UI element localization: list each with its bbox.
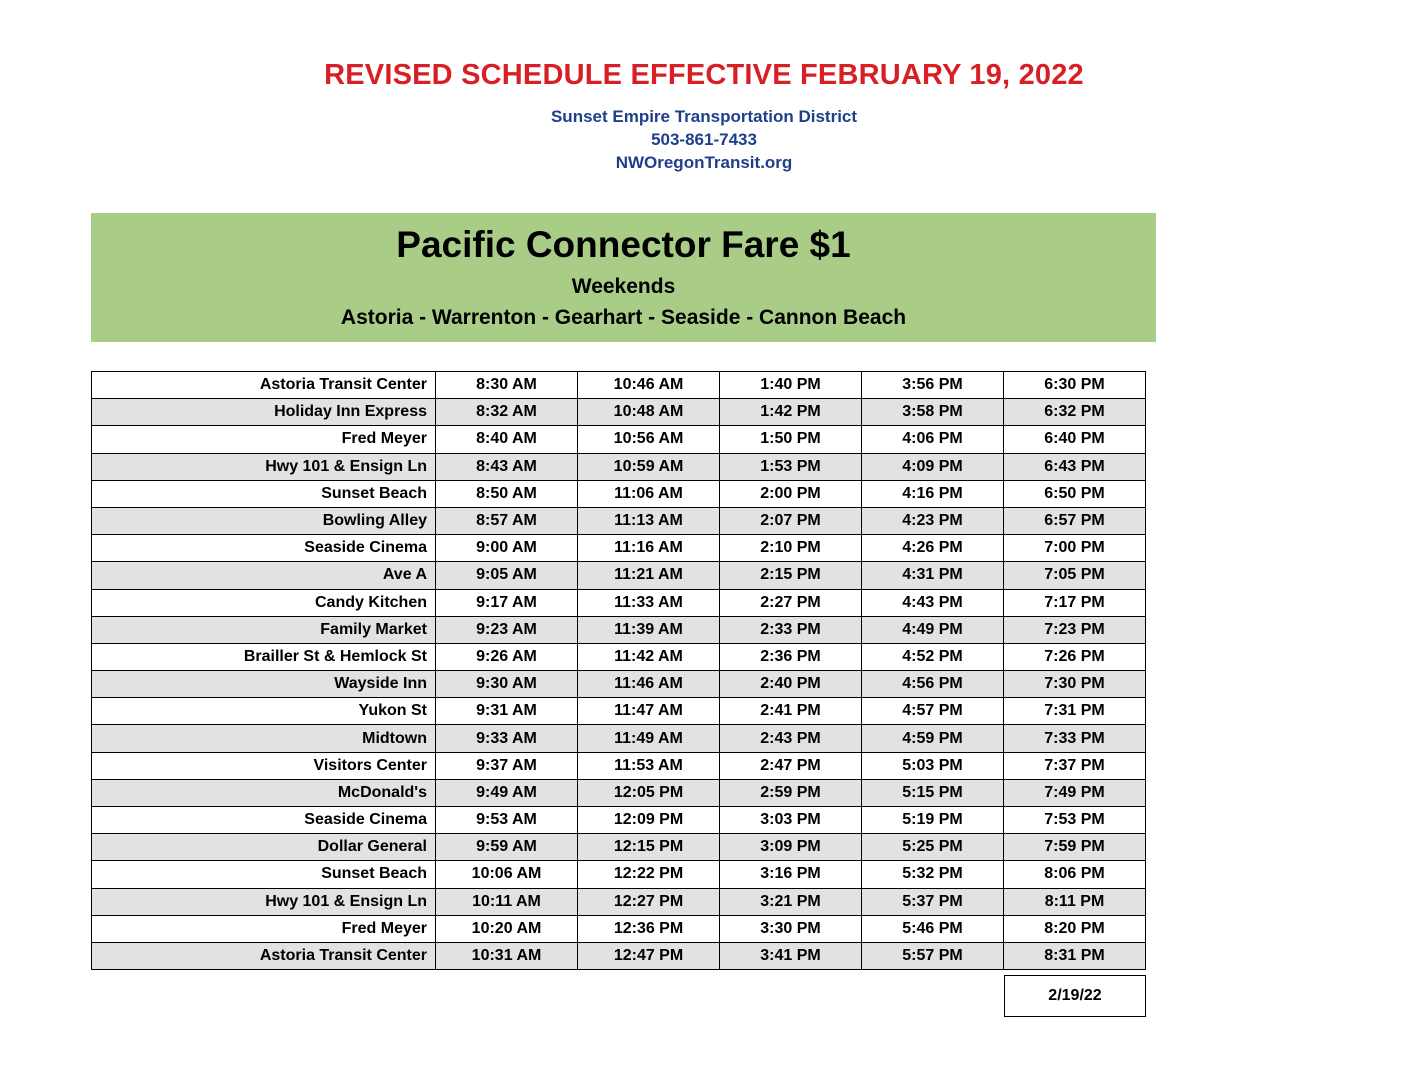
trip-time: 7:53 PM — [1004, 807, 1146, 834]
trip-time: 7:05 PM — [1004, 562, 1146, 589]
table-row — [92, 807, 1146, 834]
trip-time: 9:33 AM — [436, 725, 578, 752]
table-row — [92, 372, 1146, 399]
trip-time: 3:16 PM — [720, 861, 862, 888]
trip-time: 10:20 AM — [436, 915, 578, 942]
stop-name: Sunset Beach — [92, 861, 436, 888]
agency-website: NWOregonTransit.org — [615, 152, 793, 172]
trip-time: 4:49 PM — [862, 616, 1004, 643]
trip-time: 9:17 AM — [436, 589, 578, 616]
trip-time: 6:50 PM — [1004, 480, 1146, 507]
trip-time: 4:57 PM — [862, 698, 1004, 725]
trip-time: 4:56 PM — [862, 671, 1004, 698]
trip-time: 7:33 PM — [1004, 725, 1146, 752]
route-title: Pacific Connector Fare $1 — [396, 223, 851, 265]
trip-time: 10:31 AM — [436, 942, 578, 969]
trip-time: 8:30 AM — [436, 372, 578, 399]
trip-time: 8:11 PM — [1004, 888, 1146, 915]
trip-time: 4:52 PM — [862, 643, 1004, 670]
trip-time: 1:53 PM — [720, 453, 862, 480]
trip-time: 4:06 PM — [862, 426, 1004, 453]
trip-time: 5:57 PM — [862, 942, 1004, 969]
trip-time: 12:27 PM — [578, 888, 720, 915]
trip-time: 12:36 PM — [578, 915, 720, 942]
trip-time: 11:39 AM — [578, 616, 720, 643]
table-row — [92, 834, 1146, 861]
trip-time: 2:33 PM — [720, 616, 862, 643]
stop-name: Candy Kitchen — [92, 589, 436, 616]
document-header — [0, 0, 1408, 175]
trip-time: 2:41 PM — [720, 698, 862, 725]
trip-time: 4:09 PM — [862, 453, 1004, 480]
trip-time: 3:09 PM — [720, 834, 862, 861]
trip-time: 8:32 AM — [436, 399, 578, 426]
trip-time: 9:00 AM — [436, 535, 578, 562]
table-row — [92, 616, 1146, 643]
trip-time: 4:59 PM — [862, 725, 1004, 752]
trip-time: 11:21 AM — [578, 562, 720, 589]
stop-name: Holiday Inn Express — [92, 399, 436, 426]
stop-name: Family Market — [92, 616, 436, 643]
trip-time: 6:40 PM — [1004, 426, 1146, 453]
trip-time: 11:49 AM — [578, 725, 720, 752]
stop-name: Sunset Beach — [92, 480, 436, 507]
trip-time: 9:26 AM — [436, 643, 578, 670]
trip-time: 1:50 PM — [720, 426, 862, 453]
trip-time: 3:21 PM — [720, 888, 862, 915]
stop-name: Bowling Alley — [92, 507, 436, 534]
trip-time: 11:33 AM — [578, 589, 720, 616]
trip-time: 4:23 PM — [862, 507, 1004, 534]
stop-name: Midtown — [92, 725, 436, 752]
schedule-table-body — [92, 372, 1146, 970]
trip-time: 2:43 PM — [720, 725, 862, 752]
trip-time: 8:43 AM — [436, 453, 578, 480]
trip-time: 4:31 PM — [862, 562, 1004, 589]
table-row — [92, 698, 1146, 725]
trip-time: 9:23 AM — [436, 616, 578, 643]
trip-time: 5:32 PM — [862, 861, 1004, 888]
stop-name: McDonald's — [92, 779, 436, 806]
stop-name: Seaside Cinema — [92, 535, 436, 562]
trip-time: 9:59 AM — [436, 834, 578, 861]
stop-name: Ave A — [92, 562, 436, 589]
trip-time: 7:49 PM — [1004, 779, 1146, 806]
trip-time: 11:13 AM — [578, 507, 720, 534]
trip-time: 8:40 AM — [436, 426, 578, 453]
trip-time: 8:50 AM — [436, 480, 578, 507]
trip-time: 2:00 PM — [720, 480, 862, 507]
trip-time: 1:40 PM — [720, 372, 862, 399]
trip-time: 7:30 PM — [1004, 671, 1146, 698]
trip-time: 10:48 AM — [578, 399, 720, 426]
trip-time: 6:32 PM — [1004, 399, 1146, 426]
trip-time: 2:47 PM — [720, 752, 862, 779]
revised-schedule-title: REVISED SCHEDULE EFFECTIVE FEBRUARY 19, 2022 — [324, 59, 1084, 91]
stop-name: Fred Meyer — [92, 426, 436, 453]
trip-time: 5:37 PM — [862, 888, 1004, 915]
trip-time: 2:40 PM — [720, 671, 862, 698]
trip-time: 7:17 PM — [1004, 589, 1146, 616]
trip-time: 11:46 AM — [578, 671, 720, 698]
table-row — [92, 888, 1146, 915]
table-row — [92, 426, 1146, 453]
trip-time: 11:42 AM — [578, 643, 720, 670]
trip-time: 12:05 PM — [578, 779, 720, 806]
trip-time: 7:31 PM — [1004, 698, 1146, 725]
trip-time: 11:06 AM — [578, 480, 720, 507]
revision-date-box — [1004, 975, 1146, 1017]
trip-time: 2:27 PM — [720, 589, 862, 616]
trip-time: 5:03 PM — [862, 752, 1004, 779]
agency-name: Sunset Empire Transportation District — [550, 106, 858, 126]
table-row — [92, 942, 1146, 969]
table-row — [92, 915, 1146, 942]
trip-time: 10:11 AM — [436, 888, 578, 915]
route-banner — [91, 213, 1156, 342]
trip-time: 8:57 AM — [436, 507, 578, 534]
trip-time: 7:37 PM — [1004, 752, 1146, 779]
service-days: Weekends — [571, 274, 676, 298]
trip-time: 3:56 PM — [862, 372, 1004, 399]
trip-time: 10:06 AM — [436, 861, 578, 888]
stop-name: Astoria Transit Center — [92, 372, 436, 399]
trip-time: 10:59 AM — [578, 453, 720, 480]
trip-time: 9:37 AM — [436, 752, 578, 779]
trip-time: 9:53 AM — [436, 807, 578, 834]
table-row — [92, 589, 1146, 616]
revision-date: 2/19/22 — [1048, 987, 1102, 1004]
trip-time: 12:15 PM — [578, 834, 720, 861]
trip-time: 5:15 PM — [862, 779, 1004, 806]
stop-name: Fred Meyer — [92, 915, 436, 942]
trip-time: 6:30 PM — [1004, 372, 1146, 399]
trip-time: 12:47 PM — [578, 942, 720, 969]
stop-name: Yukon St — [92, 698, 436, 725]
stop-name: Brailler St & Hemlock St — [92, 643, 436, 670]
stop-name: Hwy 101 & Ensign Ln — [92, 453, 436, 480]
stop-name: Seaside Cinema — [92, 807, 436, 834]
stop-name: Astoria Transit Center — [92, 942, 436, 969]
trip-time: 7:23 PM — [1004, 616, 1146, 643]
trip-time: 9:31 AM — [436, 698, 578, 725]
trip-time: 4:43 PM — [862, 589, 1004, 616]
trip-time: 8:31 PM — [1004, 942, 1146, 969]
trip-time: 12:09 PM — [578, 807, 720, 834]
trip-time: 5:19 PM — [862, 807, 1004, 834]
agency-phone: 503-861-7433 — [651, 129, 757, 149]
trip-time: 7:00 PM — [1004, 535, 1146, 562]
stop-name: Visitors Center — [92, 752, 436, 779]
table-row — [92, 535, 1146, 562]
trip-time: 2:36 PM — [720, 643, 862, 670]
trip-time: 8:20 PM — [1004, 915, 1146, 942]
trip-time: 2:07 PM — [720, 507, 862, 534]
table-row — [92, 671, 1146, 698]
table-row — [92, 861, 1146, 888]
trip-time: 8:06 PM — [1004, 861, 1146, 888]
table-row — [92, 399, 1146, 426]
trip-time: 9:05 AM — [436, 562, 578, 589]
table-row — [92, 562, 1146, 589]
trip-time: 9:30 AM — [436, 671, 578, 698]
trip-time: 2:10 PM — [720, 535, 862, 562]
table-row — [92, 752, 1146, 779]
trip-time: 11:53 AM — [578, 752, 720, 779]
trip-time: 10:56 AM — [578, 426, 720, 453]
trip-time: 3:58 PM — [862, 399, 1004, 426]
table-row — [92, 480, 1146, 507]
table-row — [92, 779, 1146, 806]
stop-name: Wayside Inn — [92, 671, 436, 698]
trip-time: 2:15 PM — [720, 562, 862, 589]
trip-time: 9:49 AM — [436, 779, 578, 806]
trip-time: 11:47 AM — [578, 698, 720, 725]
table-row — [92, 453, 1146, 480]
table-row — [92, 507, 1146, 534]
trip-time: 11:16 AM — [578, 535, 720, 562]
trip-time: 10:46 AM — [578, 372, 720, 399]
trip-time: 3:03 PM — [720, 807, 862, 834]
stop-name: Hwy 101 & Ensign Ln — [92, 888, 436, 915]
trip-time: 6:57 PM — [1004, 507, 1146, 534]
trip-time: 6:43 PM — [1004, 453, 1146, 480]
trip-time: 5:46 PM — [862, 915, 1004, 942]
route-stops-summary: Astoria - Warrenton - Gearhart - Seaside - Cannon Beach — [340, 305, 907, 329]
trip-time: 3:41 PM — [720, 942, 862, 969]
trip-time: 7:26 PM — [1004, 643, 1146, 670]
trip-time: 7:59 PM — [1004, 834, 1146, 861]
trip-time: 4:26 PM — [862, 535, 1004, 562]
schedule-table — [91, 371, 1146, 970]
trip-time: 12:22 PM — [578, 861, 720, 888]
trip-time: 3:30 PM — [720, 915, 862, 942]
table-row — [92, 643, 1146, 670]
trip-time: 4:16 PM — [862, 480, 1004, 507]
trip-time: 5:25 PM — [862, 834, 1004, 861]
stop-name: Dollar General — [92, 834, 436, 861]
trip-time: 1:42 PM — [720, 399, 862, 426]
table-row — [92, 725, 1146, 752]
trip-time: 2:59 PM — [720, 779, 862, 806]
